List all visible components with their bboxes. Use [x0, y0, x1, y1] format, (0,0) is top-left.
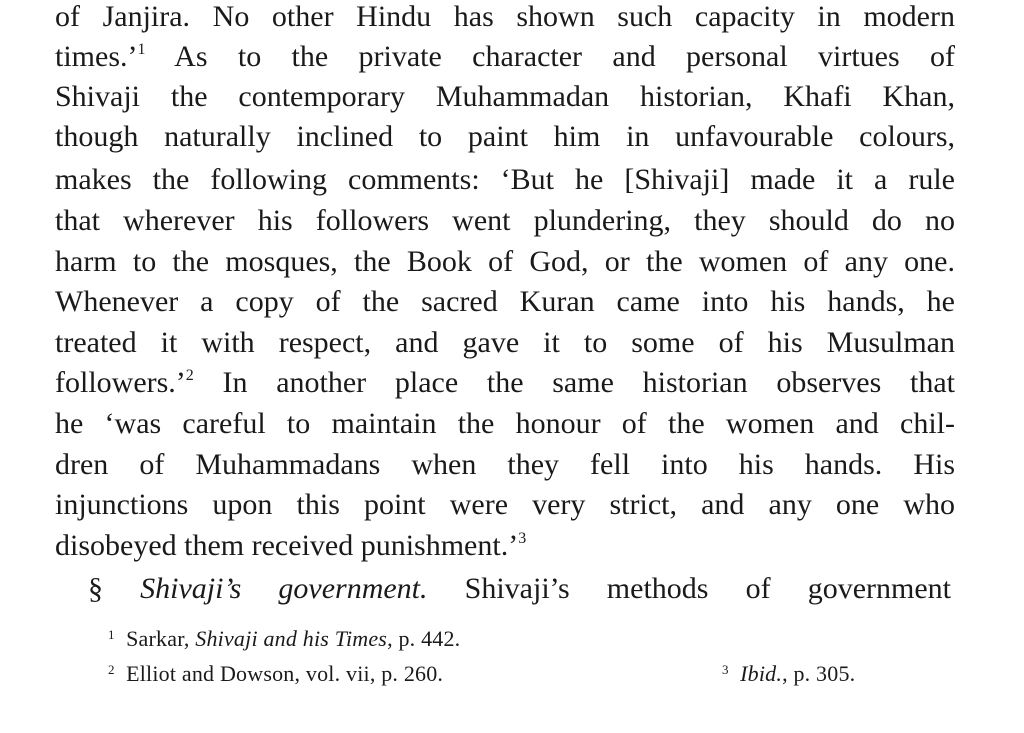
body-line-5: [55, 160, 955, 200]
body-line-3: [55, 77, 955, 117]
footnote-text: Sarkar,: [126, 626, 196, 651]
body-line-4: [55, 117, 955, 157]
line-text: Whenever a copy of the sacred Kuran came into his hands, he: [55, 285, 955, 318]
line-text: he ‘was careful to maintain the honour of the women and chil-: [55, 407, 955, 440]
footnote-3: [722, 659, 855, 689]
section-text: Shivaji’s methods of government: [427, 572, 951, 605]
line-text: Shivaji the contemporary Muhammadan historian, Khafi Khan,: [55, 80, 955, 113]
body-line-1: [55, 0, 955, 37]
footnote-ref-2[interactable]: 2: [185, 367, 194, 384]
body-line-8: [55, 282, 955, 322]
line-text: though naturally inclined to paint him in unfavourable colours,: [55, 120, 955, 153]
line-text: that wherever his followers went plundering, they should do no: [55, 204, 955, 237]
footnote-title: Ibid.: [740, 661, 783, 686]
body-line-7: [55, 242, 955, 282]
body-line-14: [55, 526, 955, 566]
footnote-mark: 1: [108, 627, 115, 642]
footnote-text: , p. 442.: [387, 626, 461, 651]
line-text: followers.’: [55, 366, 186, 399]
section-heading: Shivaji’s government.: [140, 572, 428, 605]
footnote-mark: 2: [108, 662, 115, 677]
body-line-12: [55, 445, 955, 485]
body-line-11: [55, 404, 955, 444]
footnote-2: [108, 659, 443, 689]
footnote-text: , p. 305.: [782, 661, 856, 686]
section-heading-line: [88, 569, 951, 609]
body-line-2: [55, 37, 955, 77]
footnote-ref-3[interactable]: 3: [518, 530, 527, 547]
line-text: disobeyed them received punishment.’: [55, 529, 519, 562]
footnote-title: Shivaji and his Times: [195, 626, 388, 651]
line-text: of Janjira. No other Hindu has shown such capacity in modern: [55, 0, 955, 33]
line-text: harm to the mosques, the Book of God, or the women of any one.: [55, 245, 955, 278]
line-text: times.’: [55, 40, 138, 73]
line-text: dren of Muhammadans when they fell into his hands. His: [55, 448, 955, 481]
section-symbol: §: [88, 572, 103, 605]
line-text: makes the following comments: ‘But he [Shivaji] made it a rule: [55, 163, 955, 196]
footnote-text: Elliot and Dowson, vol. vii, p. 260.: [126, 661, 444, 686]
footnote-ref-1[interactable]: 1: [137, 41, 146, 58]
body-line-13: [55, 485, 955, 525]
line-text: injunctions upon this point were very strict, and any one who: [55, 488, 955, 521]
body-line-10: [55, 363, 955, 403]
line-text-cont: In another place the same historian observes that: [193, 366, 955, 399]
footnote-1: [108, 624, 460, 654]
body-line-9: [55, 323, 955, 363]
body-line-6: [55, 201, 955, 241]
line-text: treated it with respect, and gave it to some of his Musulman: [55, 326, 955, 359]
footnote-mark: 3: [722, 662, 729, 677]
line-text-cont: As to the private character and personal virtues of: [145, 40, 955, 73]
